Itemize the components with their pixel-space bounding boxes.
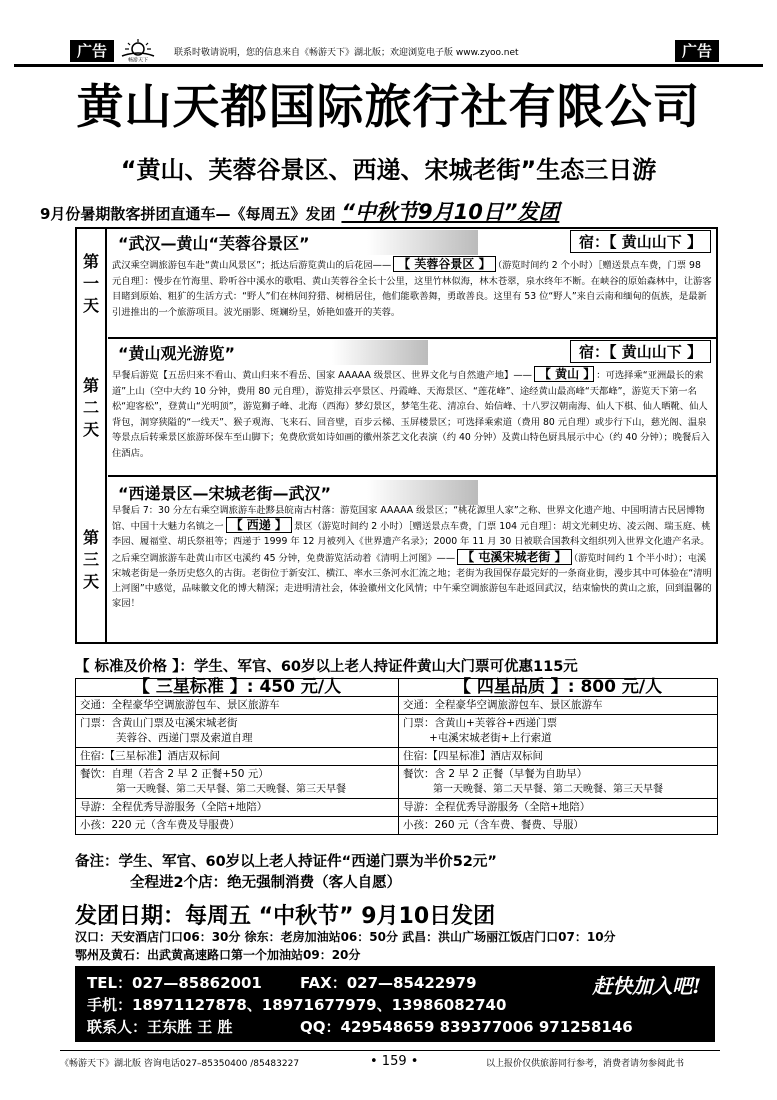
ad-label-right: 广告: [675, 40, 719, 62]
day1-label: 第一天: [77, 229, 107, 339]
day3-route: “西递景区—宋城老街—武汉”: [108, 480, 478, 505]
day2-text-a: 早餐后游览【五岳归来不看山、黄山归来不看岳、国家 AAAAA 级景区、世界文化与自然遗产地】——: [112, 370, 532, 381]
contact-box: [75, 966, 715, 1042]
departure-date: 发团日期：每周五 “中秋节” 9月10日发团: [75, 904, 496, 929]
day3-text-b: 景区（游览时间约 2 小时）［赠送景点车费，门票 104 元自理］：胡文光刺史坊、凌云阁、瑞玉庭、桃李园、履福堂、胡氏祭祖等；西递于 1999 年 12 月被列入《世界遗产名录》；2000 年 11 月 30 日被联合国教科文组织列入世界文化遗产名录。之后乘空调旅游车赴黄山市区屯溪约 45 分钟，免费游览活动着《清明上河图》——: [112, 521, 711, 564]
price-4star-child: 小孩：260 元（含车费、餐费、导服）: [399, 817, 718, 835]
day3-highlight-b: 【 屯溪宋城老街 】: [457, 549, 571, 565]
contact-person: 联系人：王东胜 王 胜: [87, 1018, 233, 1036]
day1-route: “武汉—黄山“芙蓉谷景区”: [108, 230, 478, 255]
tour-subtitle: “黄山、芙蓉谷景区、西递、宋城老街”生态三日游: [120, 156, 657, 184]
price-4star-meals: [399, 766, 718, 799]
contact-mobile: 手机：18971127878、18971677979、13986082740: [87, 996, 507, 1014]
price-3star-guide: 导游：全程优秀导游服务（全陪+地陪）: [76, 799, 399, 817]
price-4star-ticket-line1: 门票：含黄山+芙蓉谷+西递门票: [403, 717, 558, 729]
day1-text-a: 武汉乘空调旅游包车赴“黄山风景区”；抵达后游览黄山的后花园——: [112, 260, 392, 271]
price-4star-guide: 导游：全程优秀导游服务（全陪+地陪）: [399, 799, 718, 817]
departure-text: 9月份暑期散客拼团直通车—《每周五》发团: [40, 205, 336, 223]
day3-text-a: 早餐后 7：30 分左右乘空调旅游车赴黟县皖南古村落：游览国家 AAAAA 级景区；“桃花源里人家”之称、世界文化遗产地、中国明清古民居博物馆、中国十大魅力名镇之一: [112, 505, 705, 533]
price-4star-tickets: [399, 715, 718, 748]
day1-section: [108, 229, 716, 339]
day3-description: [112, 503, 712, 611]
footer-left: 《畅游天下》湖北版 咨询电话027–85350400 /85483227: [60, 1059, 300, 1069]
price-3star-meal-line1: 餐饮：自理（若含 2 早 2 正餐+50 元）: [80, 768, 269, 780]
pickup-line1: 汉口：天安酒店门口06：30分 徐东：老房加油站06：50分 武昌：洪山广场丽江饭店门口07：10分: [75, 930, 616, 944]
price-3star-meals: [76, 766, 399, 799]
contact-fax: FAX：027—85422979: [300, 974, 477, 992]
day1-highlight: 【 芙蓉谷景区 】: [393, 256, 495, 272]
day3-label: 第三天: [77, 477, 107, 642]
note-line1: 备注：学生、军官、60岁以上老人持证件“西递门票为半价52元”: [75, 854, 497, 870]
day2-section: [108, 339, 716, 477]
day2-label: 第二天: [77, 339, 107, 477]
day1-description: [112, 257, 712, 320]
ad-label-left: 广告: [70, 40, 114, 62]
day3-text-c: （游览时间约 1 个半小时）；屯溪宋城老街是一条历史悠久的古街。老街位于新安江、横江、率水三条河水汇流之地；老街为我国保存最完好的一条商业街，漫步其中可体验在“清明上河图”中感觉，品味徽文化的博大精深；走进明清社会，体验徽州文化风情；中午乘空调旅游包车赴返回武汉，结束愉快的黄山之旅，回到温馨的家园！: [112, 552, 712, 610]
price-head-4star: 【 四星品质 】: 800 元/人: [399, 679, 718, 697]
footer-divider: [60, 1050, 720, 1051]
standards-title: 【 标准及价格 】：学生、军官、60岁以上老人持证件黄山大门票可优惠115元: [75, 659, 578, 675]
logo-text: 畅游天下: [127, 57, 149, 62]
price-3star-stay: 住宿:【三星标准】酒店双标间: [76, 748, 399, 766]
day2-highlight: 【 黄山 】: [534, 366, 594, 382]
price-3star-tickets: [76, 715, 399, 748]
footer-right: 以上报价仅供旅游同行参考，消费者请勿参阅此书: [486, 1059, 685, 1069]
price-head-3star: 【 三星标准 】: 450 元/人: [76, 679, 399, 697]
day2-description: [112, 367, 712, 462]
price-4star-stay: 住宿:【四星标准】酒店双标间: [399, 748, 718, 766]
contact-tel: TEL：027—85862001: [87, 974, 262, 992]
price-3star-ticket-line1: 门票：含黄山门票及屯溪宋城老街: [80, 717, 238, 729]
day2-route: “黄山观光游览”: [108, 340, 428, 365]
header-divider: [14, 64, 763, 67]
price-3star-traffic: 交通：全程豪华空调旅游包车、景区旅游车: [76, 697, 399, 715]
price-table: [75, 678, 718, 835]
price-4star-ticket-line2: +屯溪宋城老街+上行索道: [429, 732, 552, 744]
price-4star-meal-line1: 餐饮：含 2 早 2 正餐（早餐为自助早）: [403, 768, 588, 780]
magazine-logo-icon: [120, 38, 156, 62]
price-3star-ticket-line2: 芙蓉谷、西递门票及索道自理: [116, 732, 253, 744]
price-4star-traffic: 交通：全程豪华空调旅游包车、景区旅游车: [399, 697, 718, 715]
page-title: 黄山天都国际旅行社有限公司: [76, 80, 701, 135]
day3-highlight-a: 【 西递 】: [226, 517, 292, 533]
price-4star-meal-line2: 第一天晚餐、第二天早餐、第二天晚餐、第三天早餐: [433, 784, 663, 795]
page-number: • 159 •: [370, 1054, 419, 1069]
departure-line: [40, 196, 559, 226]
day3-section: [108, 477, 716, 642]
note-line2: 全程进2个店：绝无强制消费（客人自愿）: [130, 875, 402, 891]
day1-text-b: （游览时间约 2 个小时）［赠送景点车费，门票 98 元自理］：慢步在竹海里、聆听谷中溪水的歌唱、黄山芙蓉谷全长十公里，这里竹林似海，林木苍翠，泉水终年不断。在峡谷的原始森林中，让游客目睹到原始、粗犷的生活方式：“野人”们在林间狩猎、树梢居住，他们能歌善舞，勇敢善良。这里有 53 位“野人”来自云南和缅甸的佤族，是最新引进推出的一个旅游项目。波光丽影、斑斓纷呈，娇艳如盛开的芙蓉。: [112, 260, 712, 318]
price-3star-child: 小孩：220 元（含车费及导服费）: [76, 817, 399, 835]
departure-highlight: “中秋节9月10日”发团: [341, 200, 560, 224]
price-3star-meal-line2: 第一天晚餐、第二天早餐、第二天晚餐、第三天早餐: [116, 784, 346, 795]
header-notice: 联系时敬请说明，您的信息来自《畅游天下》湖北版；欢迎浏览电子版 www.zyoo.net: [174, 48, 519, 58]
day1-stay: 宿：【 黄山山下 】: [570, 230, 711, 253]
hurry-slogan: 赶快加入吧!: [592, 974, 701, 998]
day2-text-b: ：可选择乘“亚洲最长的索道”上山（空中大约 10 分钟，费用 80 元自理），游览排云亭景区、丹霞峰、天海景区、“莲花峰”、途经黄山最高峰“天都峰”，游览天下第一名松“迎客松”，登黄山“光明顶”，游览狮子峰、北海（西海）梦幻景区，梦笔生花、清凉台、始信峰、十八罗汉朝南海、仙人下棋、仙人晒靴、仙人背包，洞穿狭隘的“一线天”、猴子观海、飞来石、回音壁，百步云梯、玉屏楼景区；可选择乘索道（费用 80 元自理）或步行下山，慈光阁、温泉等景点后转乘景区旅游环保车至山脚下；免费欣赏如诗如画的徽州茶艺文化表演（约 40 分钟）及黄山特色厨具展示中心（约 40 分钟）；晚餐后入住酒店。: [112, 370, 710, 459]
contact-qq: QQ：429548659 839377006 971258146: [300, 1018, 633, 1036]
day2-stay: 宿：【 黄山山下 】: [570, 340, 711, 363]
pickup-line2: 鄂州及黄石：出武黄高速路口第一个加油站09：20分: [75, 948, 361, 962]
